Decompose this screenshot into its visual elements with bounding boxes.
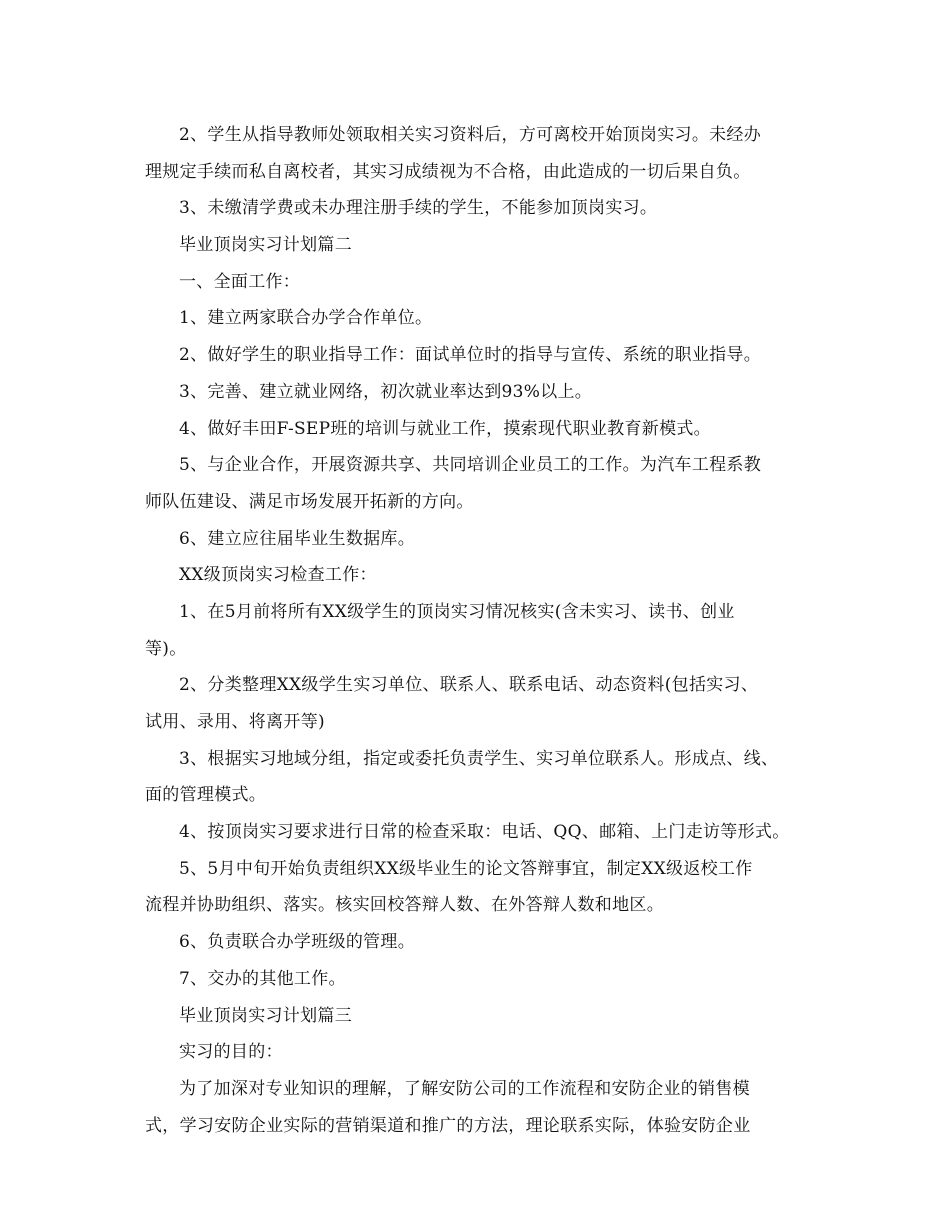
document-line: 7、交办的其他工作。 [179, 968, 346, 989]
document-line: 5、与企业合作，开展资源共享、共同培训企业员工的工作。为汽车工程系教 [179, 455, 762, 476]
document-line: 2、做好学生的职业指导工作：面试单位时的指导与宣传、系统的职业指导。 [179, 345, 762, 366]
document-line: 毕业顶岗实习计划篇二 [179, 235, 352, 256]
document-line: 为了加深对专业知识的理解，了解安防公司的工作流程和安防企业的销售模 [179, 1078, 750, 1099]
document-line: 3、根据实习地域分组，指定或委托负责学生、实习单位联系人。形成点、线、 [179, 748, 779, 769]
document-line: 1、建立两家联合办学合作单位。 [179, 308, 433, 329]
document-line: 3、完善、建立就业网络，初次就业率达到93%以上。 [179, 381, 593, 402]
document-line: 1、在5月前将所有XX级学生的顶岗实习情况核实(含未实习、读书、创业 [179, 601, 735, 622]
document-line: 毕业顶岗实习计划篇三 [179, 1005, 352, 1026]
document-line: 面的管理模式。 [145, 785, 267, 806]
document-line: 流程并协助组织、落实。核实回校答辩人数、在外答辩人数和地区。 [145, 895, 664, 916]
document-line: 师队伍建设、满足市场发展开拓新的方向。 [145, 491, 474, 512]
document-line: 一、全面工作： [179, 271, 301, 292]
document-line: 4、按顶岗实习要求进行日常的检查采取：电话、QQ、邮箱、上门走访等形式。 [179, 822, 790, 843]
document-line: 式，学习安防企业实际的营销渠道和推广的方法，理论联系实际，体验安防企业 [145, 1115, 751, 1136]
document-line: 6、负责联合办学班级的管理。 [179, 932, 416, 953]
document-line: 3、未缴清学费或未办理注册手续的学生，不能参加顶岗实习。 [179, 198, 658, 219]
document-line: 实习的目的： [179, 1042, 283, 1063]
document-line: 2、分类整理XX级学生实习单位、联系人、联系电话、动态资料(包括实习、 [179, 675, 759, 696]
document-line: 理规定手续而私自离校者，其实习成绩视为不合格，由此造成的一切后果自负。 [145, 161, 751, 182]
document-line: 等)。 [145, 638, 187, 659]
document-line: 5、5月中旬开始负责组织XX级毕业生的论文答辩事宜，制定XX级返校工作 [179, 858, 753, 879]
document-line: XX级顶岗实习检查工作： [179, 565, 377, 586]
document-body [145, 117, 825, 1144]
document-line: 试用、录用、将离开等) [145, 712, 325, 732]
document-line: 6、建立应往届毕业生数据库。 [179, 528, 416, 549]
document-line: 4、做好丰田F-SEP班的培训与就业工作，摸索现代职业教育新模式。 [179, 418, 711, 439]
document-line: 2、学生从指导教师处领取相关实习资料后，方可离校开始顶岗实习。未经办 [179, 125, 762, 145]
